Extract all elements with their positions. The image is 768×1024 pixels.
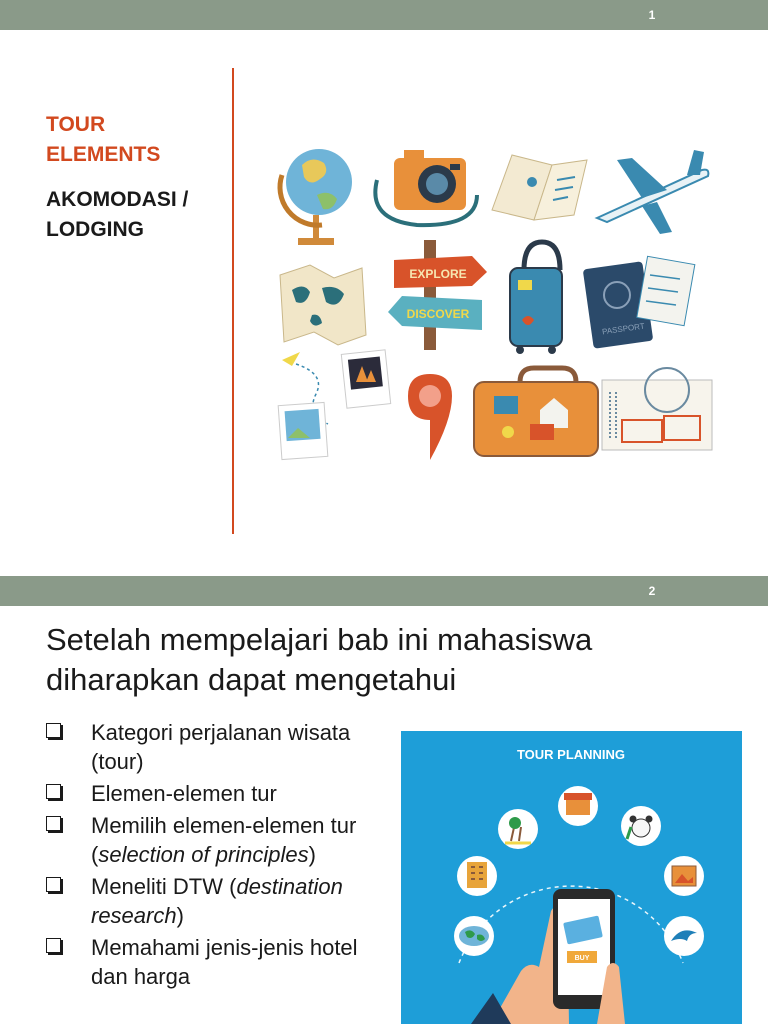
list-item-text-end: )	[176, 903, 184, 928]
list-item	[46, 779, 376, 808]
list-item-text: Meneliti DTW (	[91, 874, 237, 899]
checkbox-bullet-icon	[46, 816, 61, 831]
slide-1-header-bar	[0, 0, 768, 30]
camera-icon	[375, 150, 477, 225]
slide-heading: Setelah mempelajari bab ini mahasiswa diharapkan dapat mengetahui	[46, 622, 593, 697]
list-item-italic-text: selection of principles	[98, 842, 309, 867]
list-item-text: Memahami jenis-jenis hotel dan harga	[91, 935, 358, 989]
guidebook-icon	[492, 155, 587, 220]
objectives-list	[46, 718, 376, 994]
list-item	[46, 718, 376, 776]
slide-title: TOUR ELEMENTS	[46, 113, 161, 166]
passport-icon	[583, 256, 695, 348]
tour-planning-title: TOUR PLANNING	[516, 747, 626, 762]
list-item	[46, 872, 376, 930]
list-item-italic-text: destination research	[91, 874, 343, 928]
buy-button-label: BUY	[574, 955, 590, 962]
list-item-text: Elemen-elemen tur	[91, 781, 277, 806]
list-item	[46, 811, 376, 869]
list-item	[46, 933, 376, 991]
sign-explore-label: EXPLORE	[409, 267, 467, 281]
checkbox-bullet-icon	[46, 877, 61, 892]
airplane-icon	[597, 150, 708, 234]
sign-discover-label: DISCOVER	[406, 307, 470, 321]
checkbox-bullet-icon	[46, 784, 61, 799]
slide-2-header-bar	[0, 576, 768, 606]
slide-gap	[0, 560, 768, 576]
photo-frame-icon	[664, 856, 704, 896]
tour-planning-infographic	[401, 731, 742, 1024]
photo-cards-icon	[278, 350, 391, 460]
vertical-divider	[232, 68, 234, 534]
slide-number: 2	[648, 584, 656, 598]
list-item-text-end: )	[308, 842, 316, 867]
globe-icon	[280, 149, 352, 245]
beach-icon	[498, 809, 538, 849]
checkbox-bullet-icon	[46, 938, 61, 953]
slide-number: 1	[648, 8, 656, 22]
list-item-text: Kategori perjalanan wisata (tour)	[91, 720, 351, 774]
suitcase-icon	[474, 368, 598, 456]
dolphin-icon	[664, 916, 704, 956]
tickets-stamps-icon	[602, 368, 712, 450]
passport-label: PASSPORT	[601, 321, 646, 337]
location-pin-icon	[408, 374, 452, 460]
panda-icon	[621, 806, 661, 846]
travel-illustration	[262, 120, 737, 480]
world-map-icon	[280, 265, 366, 345]
slide-subtitle: AKOMODASI / LODGING	[46, 188, 189, 241]
world-map-icon	[454, 916, 494, 956]
checkbox-bullet-icon	[46, 723, 61, 738]
signpost-icon	[388, 240, 487, 350]
hotel-icon	[457, 856, 497, 896]
shop-icon	[558, 786, 598, 826]
list-item-text: Memilih elemen-elemen tur (	[91, 813, 357, 867]
luggage-icon	[510, 242, 562, 354]
